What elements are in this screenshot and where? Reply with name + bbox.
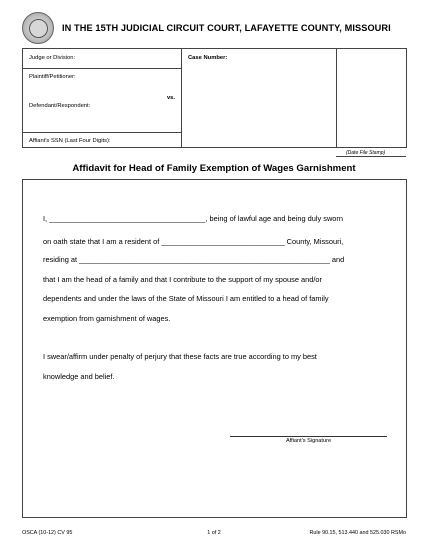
body-line-5: dependents and under the laws of the State of Missouri I am entitled to a head of family [43, 294, 329, 303]
body-line-6: exemption from garnishment of wages. [43, 314, 171, 323]
body-line-3: residing at _____________________________________________________________ and [43, 255, 345, 264]
body-line-8: knowledge and belief. [43, 372, 115, 381]
affidavit-body-box [22, 179, 407, 518]
body-line-1: I, ______________________________________, being of lawful age and being duly sworn [43, 214, 343, 223]
plaintiff-label: Plaintiff/Petitioner: [29, 74, 76, 80]
form-title: Affidavit for Head of Family Exemption of Wages Garnishment [72, 163, 356, 174]
body-line-2: on oath state that I am a resident of ______________________________ County, Missouri, [43, 237, 344, 246]
form-id: OSCA (10-12) CV 95 [22, 530, 73, 536]
judge-division-label: Judge or Division: [29, 55, 76, 61]
date-stamp-box [336, 49, 409, 147]
body-line-7: I swear/affirm under penalty of perjury that these facts are true according to my best [43, 352, 317, 361]
date-file-stamp-label: (Date File Stamp) [346, 150, 386, 156]
body-line-4: that I am the head of a family and that I contribute to the support of my spouse and/or [43, 275, 322, 284]
case-caption [22, 48, 407, 148]
signature-line [230, 436, 387, 437]
rule-reference: Rule 90.15, 513.440 and 525.030 RSMo [309, 530, 406, 536]
signature-label: Affiant's Signature [285, 438, 332, 444]
court-title: IN THE 15TH JUDICIAL CIRCUIT COURT, LAFAYETTE COUNTY, MISSOURI [62, 23, 391, 33]
ssn-label: Affiant's SSN (Last Four Digits): [29, 138, 111, 144]
court-seal-icon [22, 12, 54, 44]
page-number: 1 of 2 [207, 530, 221, 536]
date-stamp-line [336, 156, 406, 157]
vs-label: vs. [166, 95, 175, 101]
case-number-label: Case Number: [188, 55, 228, 61]
defendant-label: Defendant/Respondent: [29, 103, 91, 109]
